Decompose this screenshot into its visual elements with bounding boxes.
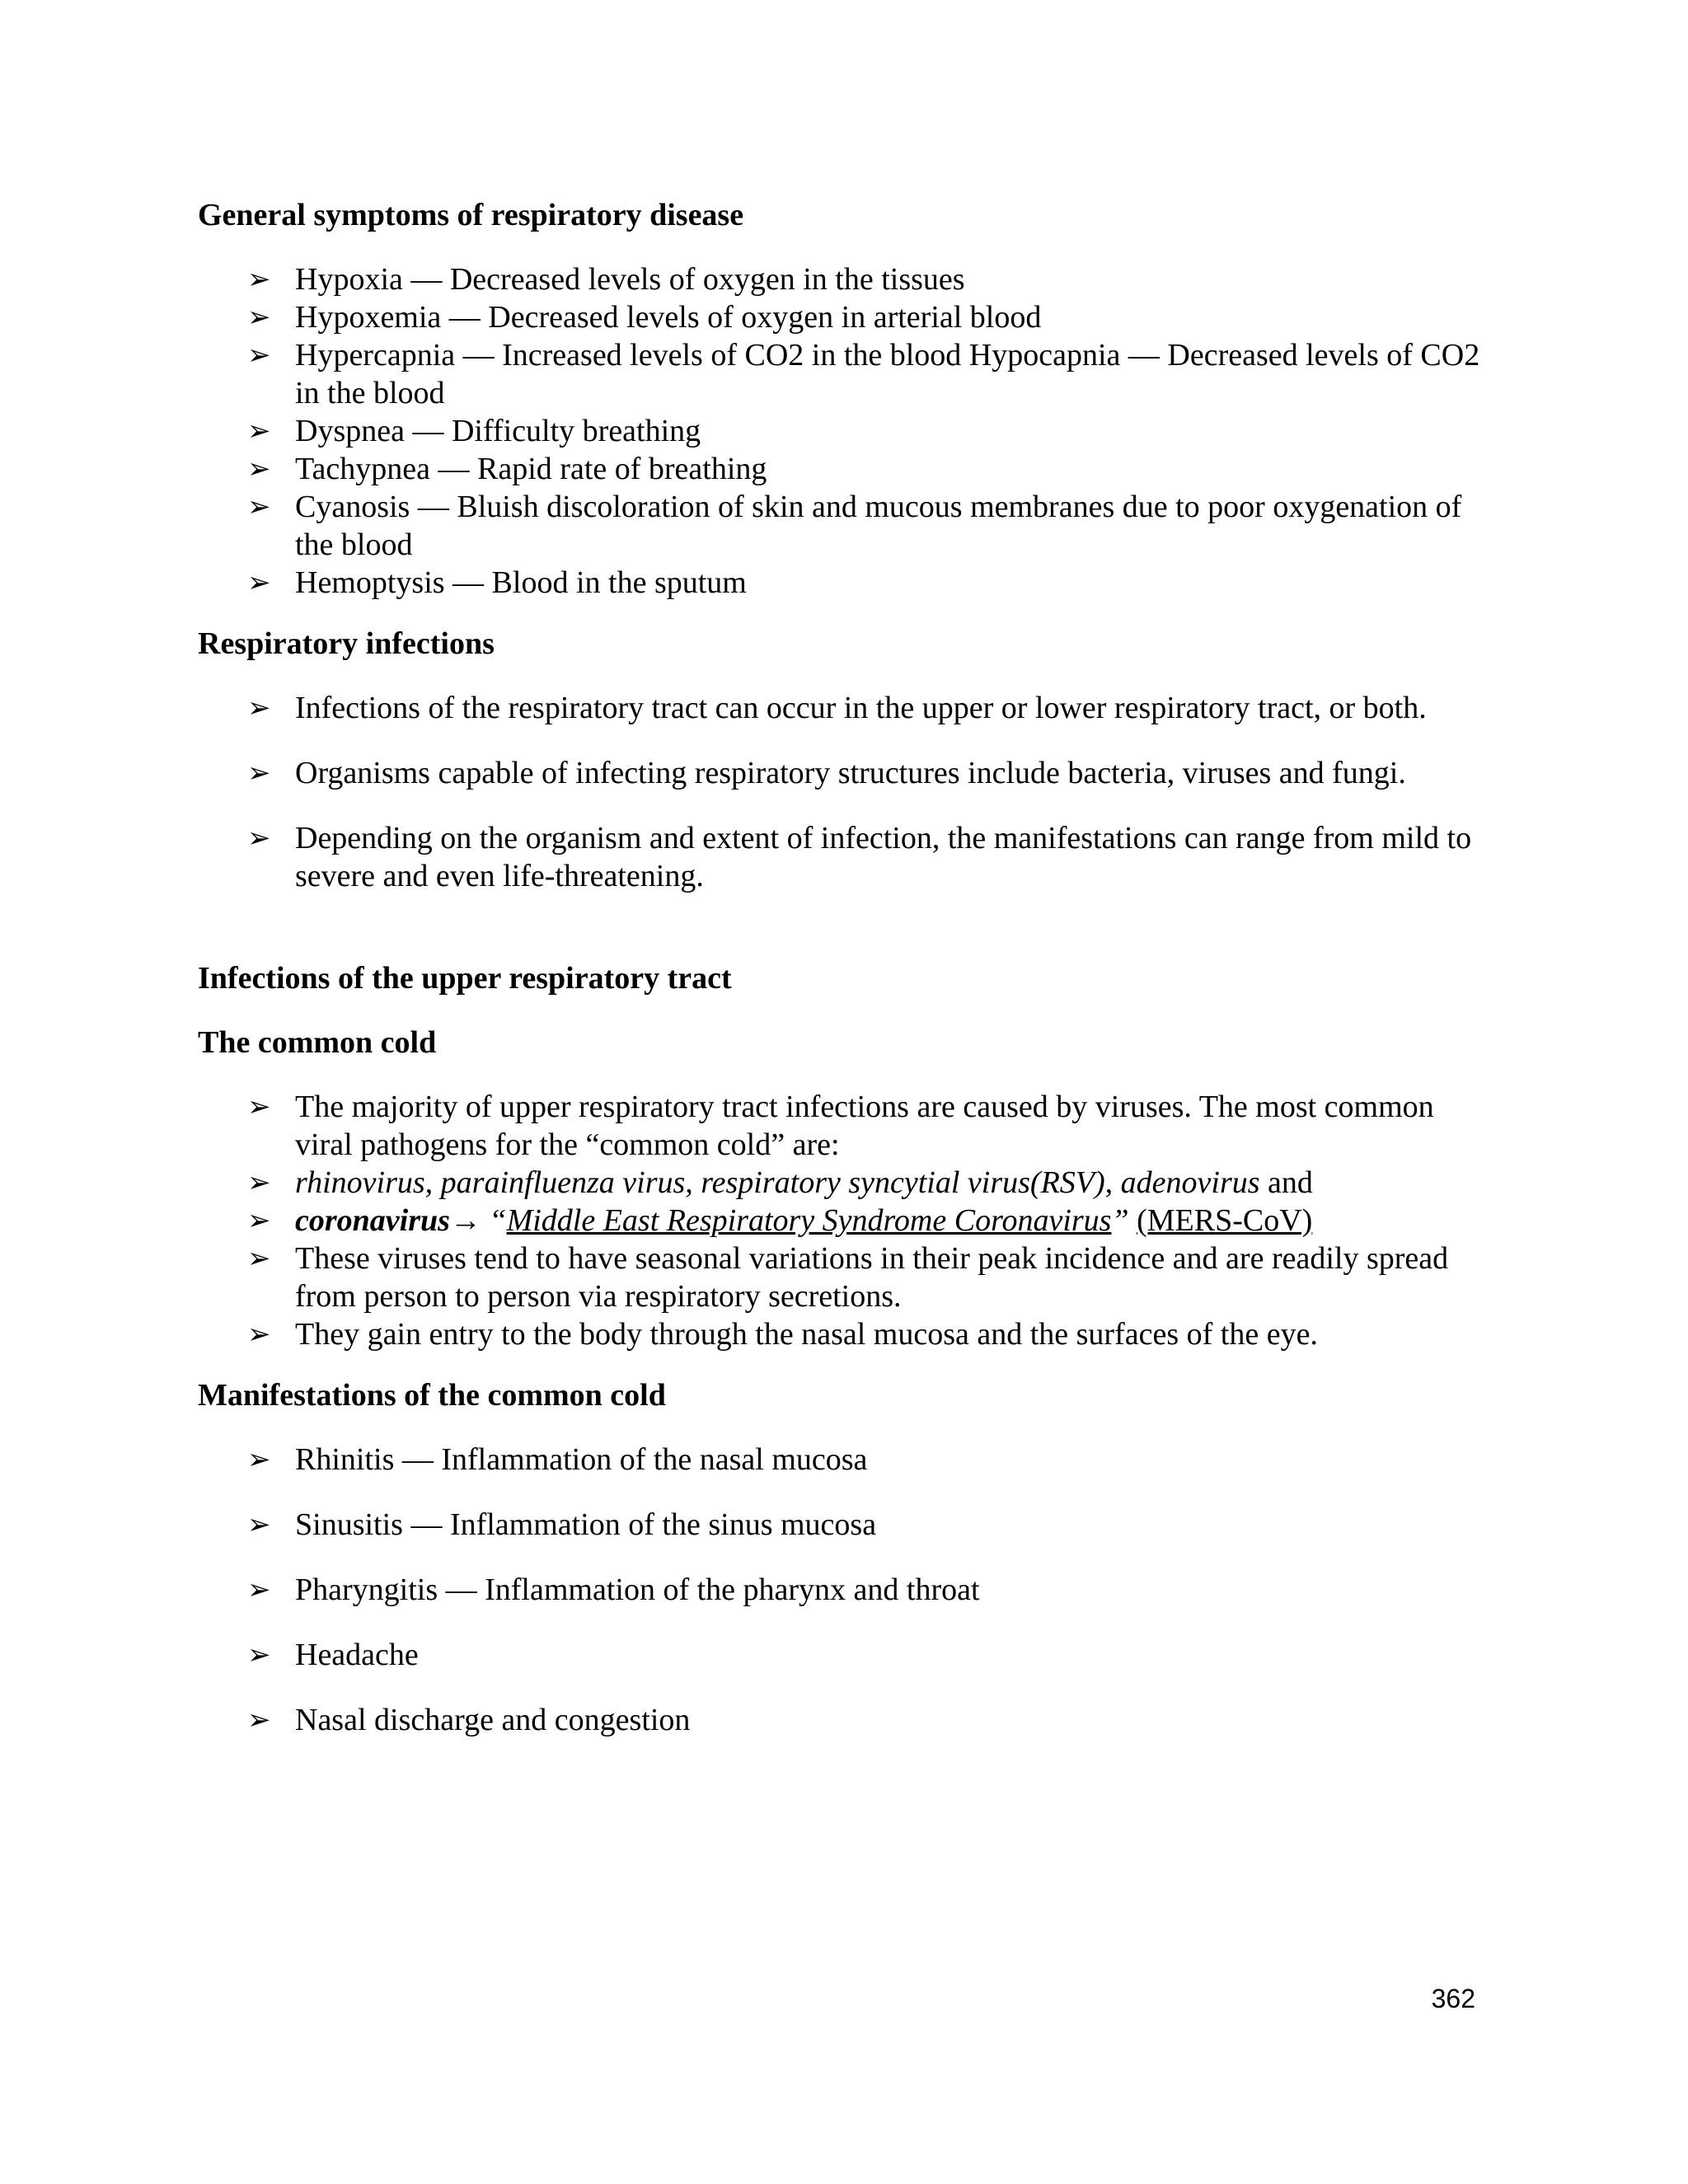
section-heading-respiratory-infections: Respiratory infections (198, 626, 495, 661)
section-heading-common-cold: The common cold (198, 1025, 437, 1060)
list-item: ➢ Hemoptysis — Blood in the sputum (247, 565, 747, 600)
list-item: ➢ Organisms capable of infecting respiratory structures include bacteria, viruses and fungi. (247, 756, 1406, 790)
section-heading-manifestations: Manifestations of the common cold (198, 1378, 666, 1413)
list-item: ➢ Depending on the organism and extent of infection, the manifestations can range from mild to severe and even life-threatening. (247, 821, 1472, 893)
list-item: ➢ Cyanosis — Bluish discoloration of skin and mucous membranes due to poor oxygenation of the blood (247, 490, 1462, 562)
mers-link[interactable]: Middle East Respiratory Syndrome Coronavirus (506, 1203, 1112, 1238)
page-number: 362 (1431, 1984, 1475, 2013)
arrow-bullet-icon: ➢ (247, 1573, 271, 1606)
arrow-bullet-icon: ➢ (247, 1508, 271, 1541)
list-item: ➢ Rhinitis — Inflammation of the nasal mucosa (247, 1442, 868, 1477)
arrow-bullet-icon: ➢ (247, 1318, 271, 1351)
arrow-bullet-icon: ➢ (247, 339, 271, 372)
arrow-bullet-icon: ➢ (247, 691, 271, 724)
section-heading-upper-respiratory: Infections of the upper respiratory tract (198, 961, 732, 996)
common-cold-list (0, 1088, 1688, 1353)
list-item: ➢ Tachypnea — Rapid rate of breathing (247, 452, 767, 486)
arrow-bullet-icon: ➢ (247, 1242, 271, 1275)
list-item: ➢ Pharyngitis — Inflammation of the pharynx and throat (247, 1572, 980, 1607)
virus-list-text: rhinovirus, parainfluenza virus, respiratory syncytial virus(RSV), adenovirus (295, 1165, 1260, 1200)
coronavirus-label: coronavirus→ (295, 1203, 481, 1238)
arrow-bullet-icon: ➢ (247, 301, 271, 334)
arrow-bullet-icon: ➢ (247, 566, 271, 599)
mers-abbreviation: (MERS-CoV) (1137, 1203, 1313, 1238)
arrow-bullet-icon: ➢ (247, 1638, 271, 1671)
list-item: ➢ rhinovirus, parainfluenza virus, respiratory syncytial virus(RSV), adenovirus and (247, 1165, 1313, 1200)
list-item: ➢ Nasal discharge and congestion (247, 1703, 691, 1737)
arrow-bullet-icon: ➢ (247, 822, 271, 855)
arrow-bullet-icon: ➢ (247, 1166, 271, 1199)
list-item: ➢ Sinusitis — Inflammation of the sinus mucosa (247, 1507, 877, 1542)
list-item: ➢ They gain entry to the body through the nasal mucosa and the surfaces of the eye. (247, 1317, 1318, 1352)
arrow-bullet-icon: ➢ (247, 757, 271, 790)
arrow-bullet-icon: ➢ (247, 263, 271, 296)
list-item: ➢ Hypercapnia — Increased levels of CO2 in the blood Hypocapnia — Decreased levels of CO2 in the blood (247, 338, 1480, 410)
general-symptoms-list (0, 260, 1688, 602)
manifestations-list (0, 1441, 1688, 1766)
list-item: ➢ The majority of upper respiratory tract infections are caused by viruses. The most common viral pathogens for the “common cold” are: (247, 1090, 1434, 1162)
arrow-bullet-icon: ➢ (247, 1090, 271, 1123)
arrow-bullet-icon: ➢ (247, 490, 271, 523)
list-item: ➢ Dyspnea — Difficulty breathing (247, 414, 701, 448)
arrow-bullet-icon: ➢ (247, 1204, 271, 1237)
list-item: ➢ Infections of the respiratory tract can occur in the upper or lower respiratory tract, or both. (247, 691, 1427, 725)
section-heading-general-symptoms: General symptoms of respiratory disease (198, 198, 744, 232)
list-item: ➢ Hypoxemia — Decreased levels of oxygen in arterial blood (247, 300, 1042, 335)
respiratory-infections-list (0, 689, 1688, 922)
list-item: ➢ Headache (247, 1638, 419, 1672)
arrow-bullet-icon: ➢ (247, 1443, 271, 1476)
arrow-bullet-icon: ➢ (247, 415, 271, 448)
list-item: ➢ Hypoxia — Decreased levels of oxygen in the tissues (247, 262, 965, 297)
list-item: ➢ coronavirus→ “Middle East Respiratory Syndrome Coronavirus” (MERS-CoV) (247, 1203, 1313, 1238)
arrow-bullet-icon: ➢ (247, 452, 271, 485)
list-item: ➢ These viruses tend to have seasonal variations in their peak incidence and are readily spread from person to person via respiratory secretions. (247, 1241, 1449, 1314)
arrow-bullet-icon: ➢ (247, 1704, 271, 1736)
